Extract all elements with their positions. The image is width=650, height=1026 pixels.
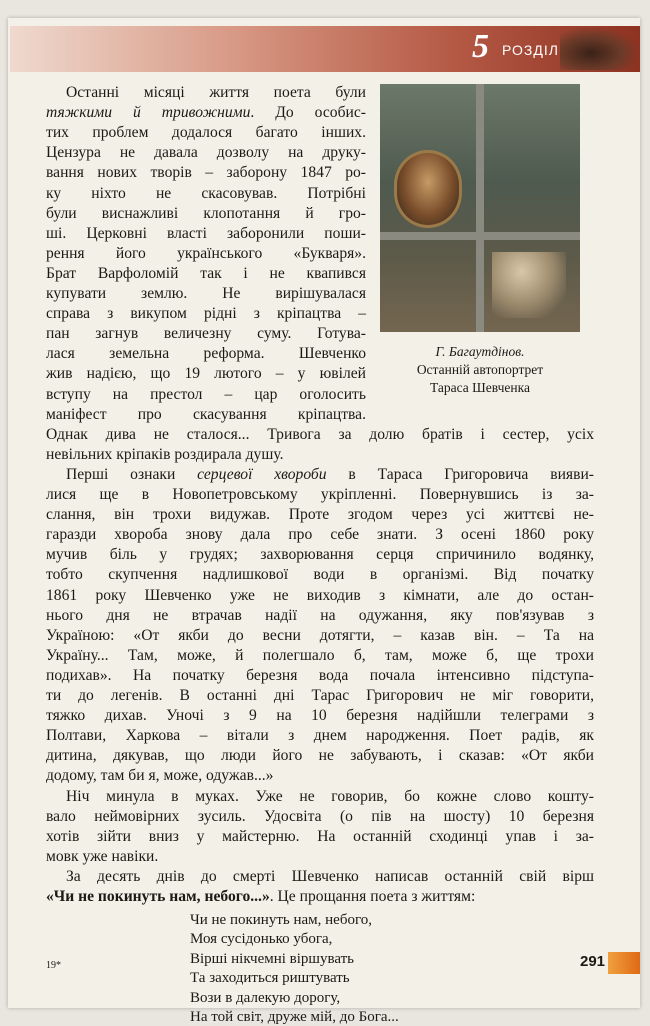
column-line: вступу на престол – цар оголосить bbox=[46, 385, 366, 403]
sheet-signature: 19* bbox=[46, 960, 61, 971]
column-line: пан загнув величезну суму. Готува- bbox=[46, 325, 366, 343]
column-line: жив надією, що 19 лютого – у ювілей bbox=[46, 365, 366, 383]
body-line bbox=[46, 888, 475, 906]
poem-line: Вози в далекую дорогу, bbox=[190, 989, 341, 1006]
body-line: ти до легенів. В останні дні Тарас Григорович не міг говорити, bbox=[46, 687, 594, 704]
column-line: були виснажливі клопотання й гро- bbox=[46, 204, 366, 222]
caption-author: Г. Багаутдінов. bbox=[435, 344, 525, 359]
poem-line: Вірші нікчемні віршувать bbox=[190, 950, 355, 967]
column-line: ші. Церковні власті заборонили поши- bbox=[46, 224, 366, 242]
body-line: Україну... Там, може, й полегшало б, там, може б, ще трохи bbox=[46, 646, 594, 664]
body-line: невільних кріпаків роздирала душу. bbox=[46, 445, 284, 463]
self-portrait-painting bbox=[380, 84, 580, 332]
poem-intro-rest: . Це прощання поета з життям: bbox=[269, 888, 476, 905]
column-line: Брат Варфоломій так і не квапився bbox=[46, 264, 366, 282]
poem-line: Чи не покинуть нам, небого, bbox=[190, 912, 372, 928]
caption-line-1: Останній автопортрет bbox=[416, 362, 544, 377]
poem-line: Моя сусідонько убога, bbox=[190, 931, 333, 948]
poem-line: Та заходиться риштувать bbox=[190, 970, 350, 987]
column-line: ку ніхто не скасовував. Потрібні bbox=[46, 184, 366, 202]
body-line: Полтави, Харкова – вітали з днем народження. Поет радів, як bbox=[46, 727, 594, 745]
body-line: дитина, дякував, що люди його не забувають, і сказав: «От якби bbox=[46, 747, 594, 765]
body-line: Однак дива не сталося... Тривога за долю братів і сестер, усіх bbox=[46, 425, 594, 443]
column-line: рення його українського «Букваря». bbox=[46, 244, 366, 262]
body-line: додому, там би я, може, одужав...» bbox=[46, 767, 274, 785]
column-line: Цензура не давала дозволу на друку- bbox=[46, 144, 366, 162]
body-line: тобто скупчення надлишкової води в організмі. Від початку bbox=[46, 566, 594, 584]
body-line: мовк уже навіки. bbox=[46, 847, 159, 865]
column-line: купувати землю. Не вирішувалася bbox=[46, 285, 366, 302]
poem-title: «Чи не покинуть нам, небого...» bbox=[46, 888, 270, 905]
body-line: 1861 року Шевченко уже не виходив з кімнати, але до остан- bbox=[46, 586, 594, 604]
window-frame-horizontal bbox=[380, 232, 580, 240]
body-line: тяжко дихав. Уночі з 9 на 10 березня надійшли телеграми з bbox=[46, 707, 594, 725]
column-line: тяжкими й тривожними. До особис- bbox=[46, 104, 366, 122]
page-number: 291 bbox=[580, 953, 606, 970]
body-line: хотів зійти вниз у майстерню. На останній сходинці упав і за- bbox=[46, 827, 594, 845]
column-line: маніфест про скасування кріпацтва. bbox=[46, 405, 366, 423]
window-frame-vertical bbox=[476, 84, 484, 332]
body-line: вало неймовірних зусиль. Удосвіта (о пів на шосту) 10 березня bbox=[46, 807, 594, 825]
caption-line-2: Тараса Шевченка bbox=[430, 380, 530, 395]
portrait-oval bbox=[394, 150, 462, 228]
body-line: слання, він трохи видужав. Проте згодом через усі життєві не- bbox=[46, 506, 594, 524]
body-line: Ніч минула в муках. Уже не говорив, бо кожне слово кошту- bbox=[66, 787, 594, 805]
seated-figure bbox=[492, 252, 566, 318]
body-line: гаразди хвороба знову дала про себе знати. З осені 1860 року bbox=[46, 526, 594, 544]
column-line: справа з викупом рідні з кріпацтва – bbox=[46, 305, 366, 323]
column-line: тих проблем додалося багато інших. bbox=[46, 124, 366, 142]
body-line: Перші ознаки серцевої хвороби в Тараса Григоровича вияви- bbox=[66, 465, 594, 483]
chapter-label: РОЗДІЛ bbox=[502, 42, 559, 58]
body-line: За десять днів до смерті Шевченко написав останній свій вірш bbox=[66, 867, 594, 885]
header-illustration bbox=[560, 28, 638, 70]
body-line: нього дня не втрачав надії на одужання, яку пов'язував з bbox=[46, 606, 594, 624]
page-tab-marker bbox=[608, 952, 640, 974]
column-line: лася земельна реформа. Шевченко bbox=[46, 345, 366, 363]
poem-line: На той світ, друже мій, до Бога... bbox=[190, 1009, 399, 1025]
chapter-number: 5 bbox=[472, 28, 489, 65]
body-line: подихав». На початку березня вода почала інтенсивно підступа- bbox=[46, 666, 594, 684]
column-line: вання нових творів – заборону 1847 ро- bbox=[46, 164, 366, 182]
column-line: Останні місяці життя поета були bbox=[66, 84, 366, 101]
body-line: лися ще в Новопетровському укріпленні. Повернувшись із за- bbox=[46, 486, 594, 503]
body-line: Україною: «От якби до весни дотягти, – казав він. – Та на bbox=[46, 626, 594, 644]
body-line: мучив біль у грудях; захворювання серця спричинило водянку, bbox=[46, 546, 594, 564]
